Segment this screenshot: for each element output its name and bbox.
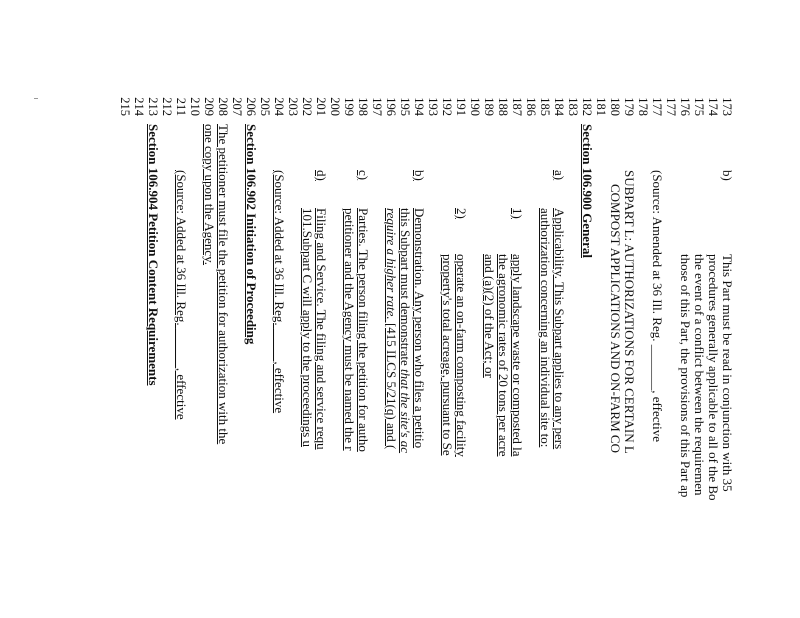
- body-text: apply landscape waste or composted la: [510, 254, 525, 457]
- line: [496, 0, 510, 618]
- line-number: 177: [650, 97, 664, 116]
- line-number-row: [160, 0, 174, 618]
- section-heading: Section 106.900 General: [580, 124, 595, 258]
- line: [720, 0, 734, 618]
- line-number: 211: [174, 97, 188, 116]
- item-label: a): [552, 170, 567, 181]
- source-text: (Source: Added at 36 Ill. Reg.: [174, 170, 189, 329]
- body-text: one copy upon the Agency.: [202, 124, 217, 266]
- source-effective: , effective: [174, 367, 189, 420]
- item-label: b): [720, 170, 735, 181]
- subpart-heading: COMPOST APPLICATIONS AND ON-FARM CO: [608, 184, 623, 453]
- line-number: 199: [342, 97, 356, 116]
- line-number-row: [636, 0, 650, 618]
- source-effective: , effective: [272, 361, 287, 414]
- line: [678, 0, 692, 618]
- line: [342, 0, 356, 618]
- line-number-row: [328, 0, 342, 618]
- body-text: Applicability. This Subpart applies to any pers: [552, 208, 567, 450]
- body-text: the event of a conflict between the requiremen: [692, 254, 707, 496]
- line-number-row: [664, 0, 678, 618]
- line-number: 189: [482, 97, 496, 116]
- line-number: 188: [496, 97, 510, 116]
- line-number-row: [566, 0, 580, 618]
- body-text: Demonstration. Any person who files a petitio: [412, 208, 427, 449]
- line-number: 177: [664, 97, 678, 116]
- subpart-heading: SUBPART L: AUTHORIZATIONS FOR CERTAIN L: [622, 170, 637, 454]
- line-number-row: [188, 0, 202, 618]
- line: [300, 0, 314, 618]
- line-number-row: [468, 0, 482, 618]
- line-number: 191: [454, 97, 468, 116]
- line-number-row: [426, 0, 440, 618]
- source-effective: , effective: [650, 390, 665, 442]
- blank-line: _______: [650, 344, 665, 391]
- line-number: 175: [692, 97, 706, 116]
- body-text: operate an on-farm composting facility: [454, 254, 469, 457]
- source-text: (Source: Added at 36 Ill. Reg.: [272, 170, 287, 329]
- line: [552, 0, 566, 618]
- line-number-row: [118, 0, 132, 618]
- line: [440, 0, 454, 618]
- line-number: 174: [706, 97, 720, 116]
- body-text: authorization concerning an individual site to:: [538, 208, 553, 448]
- line: [454, 0, 468, 618]
- item-label: 2): [454, 208, 469, 219]
- line: [692, 0, 706, 618]
- line-number: 176: [678, 97, 692, 116]
- line-number-row: [370, 0, 384, 618]
- body-text: [415 ILCS 5/21(q) and (: [384, 319, 399, 450]
- source-note: [650, 0, 664, 618]
- line-number: 173: [720, 97, 734, 116]
- italic-text: that the site's ac: [398, 369, 413, 454]
- line-number-row: [286, 0, 300, 618]
- line-number: 202: [300, 97, 314, 116]
- source-note: [174, 0, 188, 618]
- line: [538, 0, 552, 618]
- line-number-row: [230, 0, 244, 618]
- line-number: 193: [426, 97, 440, 116]
- body-text: The petitioner must file the petition for authorization with the: [216, 124, 231, 445]
- line-number: 196: [384, 97, 398, 116]
- section-heading: Section 106.904 Petition Content Requirements: [146, 124, 161, 386]
- section-heading: Section 106.902 Initiation of Proceeding: [244, 124, 259, 345]
- blank-line: _____: [272, 328, 287, 362]
- body-text: the agronomic rates of 20 tons per acre: [496, 254, 511, 457]
- line: [314, 0, 328, 618]
- line-number: 215: [118, 97, 132, 116]
- line-number: 206: [244, 97, 258, 116]
- item-label: b): [412, 170, 427, 181]
- line-number: 207: [230, 97, 244, 116]
- line: [412, 0, 426, 618]
- line-number: 195: [398, 97, 412, 116]
- line-number: 208: [216, 97, 230, 116]
- line-number-row: [258, 0, 272, 618]
- blank-line: ______: [174, 328, 189, 368]
- line-number: 182: [580, 97, 594, 116]
- item-label: c): [356, 170, 371, 181]
- line-number-row: [524, 0, 538, 618]
- line: [384, 0, 398, 618]
- line-number: 184: [552, 97, 566, 116]
- margin-mark: [34, 98, 38, 99]
- line-number: 212: [160, 97, 174, 116]
- body-text: This Part must be read in conjunction with 35: [720, 254, 735, 492]
- body-text: Parties. The person filing the petition for autho: [356, 208, 371, 452]
- body-text: property's total acreage, pursuant to Se: [440, 254, 455, 456]
- body-text: petitioner and the Agency must be named the r: [342, 208, 357, 451]
- line-number: 197: [370, 97, 384, 116]
- line-number: 210: [188, 97, 202, 116]
- italic-text: require a higher rate.: [384, 208, 399, 320]
- line-number: 194: [412, 97, 426, 116]
- line: [216, 0, 230, 618]
- line-number-row: [132, 0, 146, 618]
- line: [706, 0, 720, 618]
- line-number: 209: [202, 97, 216, 116]
- line: [202, 0, 216, 618]
- body-text: this Subpart must demonstrate: [398, 208, 413, 370]
- line-number: 185: [538, 97, 552, 116]
- line-number: 187: [510, 97, 524, 116]
- line-number: 214: [132, 97, 146, 116]
- line-number: 183: [566, 97, 580, 116]
- line-number: 186: [524, 97, 538, 116]
- body-text: 101.Subpart C will apply to the proceedings u: [300, 208, 315, 448]
- line-number: 200: [328, 97, 342, 116]
- body-text: Filing and Service. The filing and service requ: [314, 208, 329, 450]
- line-number: 205: [258, 97, 272, 116]
- item-label: d): [314, 170, 329, 181]
- item-label: 1): [510, 208, 525, 219]
- line-number: 204: [272, 97, 286, 116]
- line: [482, 0, 496, 618]
- line-number: 201: [314, 97, 328, 116]
- body-text: and (a)(2) of the Act; or: [482, 254, 497, 378]
- source-note: [272, 0, 286, 618]
- line-number: 178: [636, 97, 650, 116]
- body-text: procedures generally applicable to all of the Bo: [706, 254, 721, 501]
- line-number: 198: [356, 97, 370, 116]
- body-text: those of this Part, the provisions of this Part ap: [678, 254, 693, 498]
- line-number: 190: [468, 97, 482, 116]
- line: [398, 0, 412, 618]
- line-number: 203: [286, 97, 300, 116]
- line-number: 213: [146, 97, 160, 116]
- source-text: (Source: Amended at 36 Ill. Reg.: [650, 170, 665, 345]
- line-number: 192: [440, 97, 454, 116]
- line-number: 179: [622, 97, 636, 116]
- line-number: 180: [608, 97, 622, 116]
- line-number: 181: [594, 97, 608, 116]
- line-number-row: [594, 0, 608, 618]
- line: [510, 0, 524, 618]
- line: [356, 0, 370, 618]
